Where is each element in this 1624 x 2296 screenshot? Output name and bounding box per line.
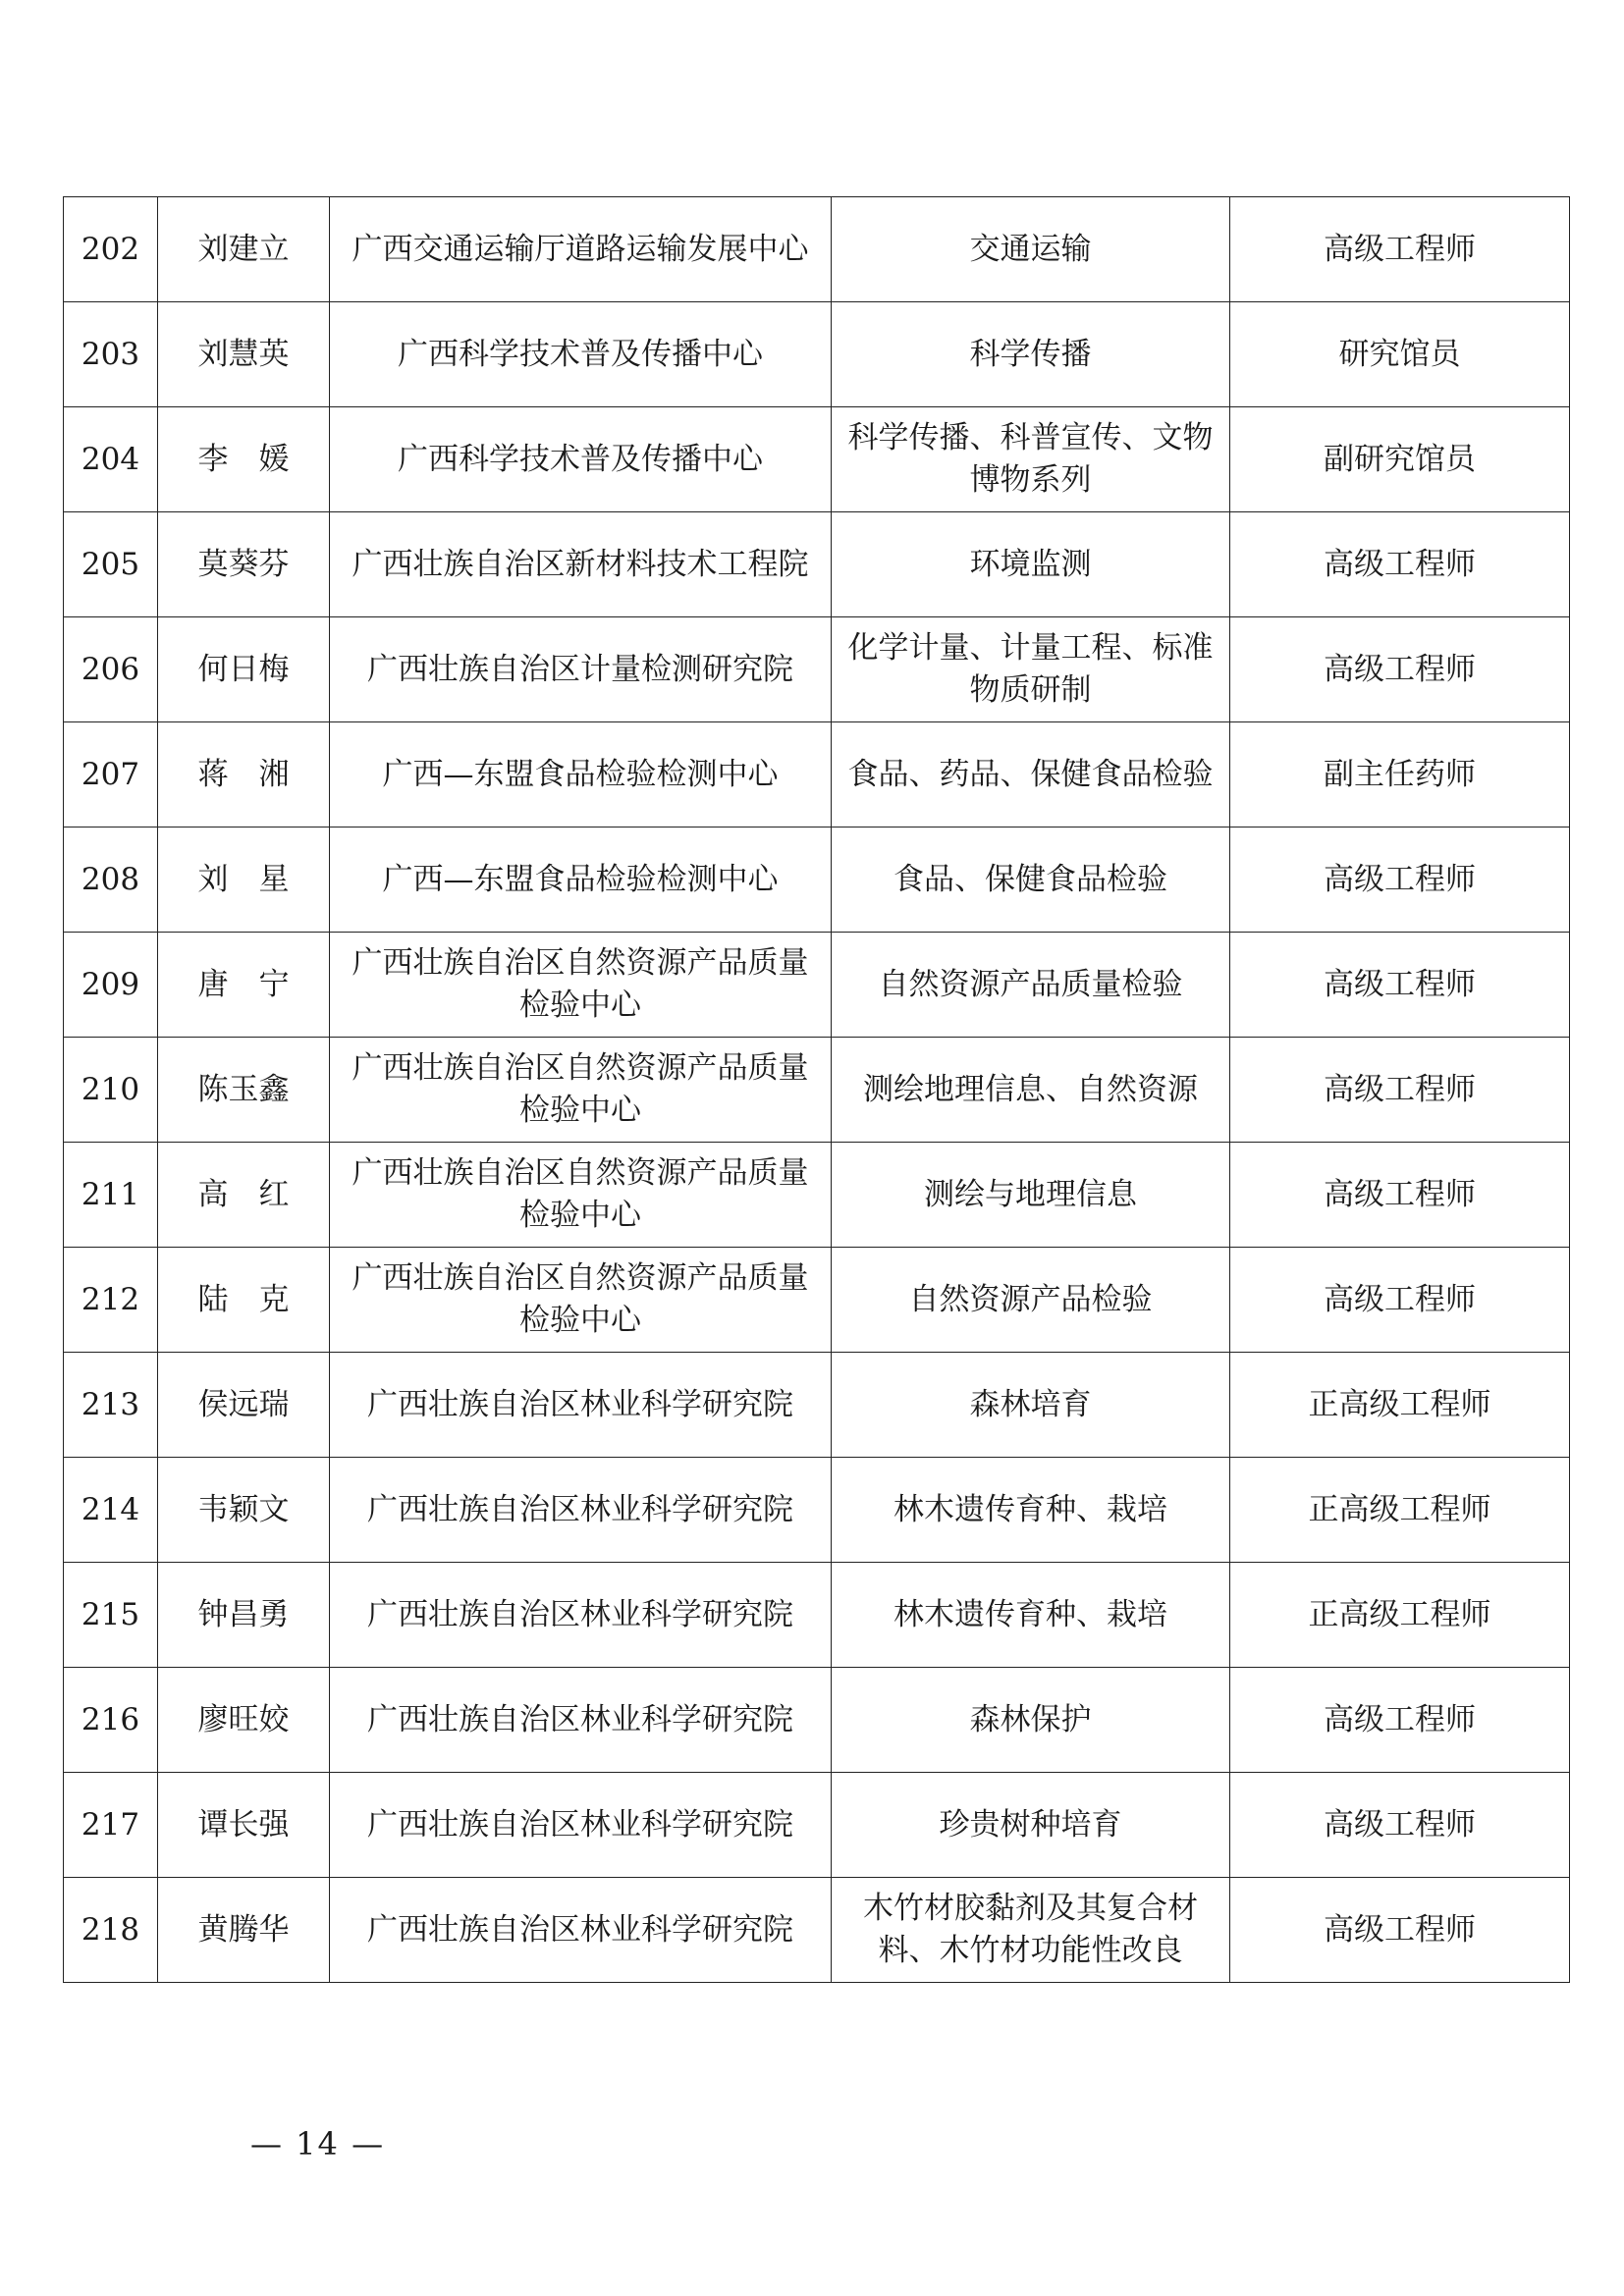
title-cell: 高级工程师 — [1230, 1038, 1570, 1143]
name-cell — [158, 407, 330, 512]
title-cell: 研究馆员 — [1230, 302, 1570, 407]
serial-number-cell: 204 — [64, 407, 158, 512]
field-cell: 森林保护 — [832, 1668, 1230, 1773]
person-name: 刘 星 — [197, 861, 290, 897]
person-name: 韦颖文 — [197, 1491, 290, 1527]
field-cell: 林木遗传育种、栽培 — [832, 1458, 1230, 1563]
title-cell: 副主任药师 — [1230, 722, 1570, 828]
name-cell — [158, 1878, 330, 1983]
roster-table — [63, 196, 1570, 1983]
name-cell — [158, 302, 330, 407]
title-cell: 高级工程师 — [1230, 512, 1570, 617]
table-row — [64, 197, 1570, 302]
title-cell: 高级工程师 — [1230, 933, 1570, 1038]
title-cell: 高级工程师 — [1230, 1668, 1570, 1773]
field-cell: 交通运输 — [832, 197, 1230, 302]
title-cell: 正高级工程师 — [1230, 1458, 1570, 1563]
field-cell: 珍贵树种培育 — [832, 1773, 1230, 1878]
title-cell: 正高级工程师 — [1230, 1353, 1570, 1458]
serial-number-cell: 208 — [64, 828, 158, 933]
serial-number-cell: 205 — [64, 512, 158, 617]
title-cell: 高级工程师 — [1230, 1248, 1570, 1353]
serial-number-cell: 209 — [64, 933, 158, 1038]
unit-cell: 广西科学技术普及传播中心 — [330, 407, 832, 512]
person-name: 李 媛 — [197, 441, 290, 477]
name-cell — [158, 617, 330, 722]
unit-cell: 广西壮族自治区自然资源产品质量检验中心 — [330, 1143, 832, 1248]
unit-cell: 广西—东盟食品检验检测中心 — [330, 828, 832, 933]
name-cell — [158, 1668, 330, 1773]
name-cell — [158, 1458, 330, 1563]
title-cell: 副研究馆员 — [1230, 407, 1570, 512]
unit-cell: 广西壮族自治区林业科学研究院 — [330, 1563, 832, 1668]
name-cell — [158, 1353, 330, 1458]
unit-cell: 广西交通运输厅道路运输发展中心 — [330, 197, 832, 302]
person-name: 黄腾华 — [197, 1911, 290, 1948]
table-row — [64, 828, 1570, 933]
table-row — [64, 1563, 1570, 1668]
roster-table-body — [64, 197, 1570, 1983]
field-cell: 林木遗传育种、栽培 — [832, 1563, 1230, 1668]
name-cell — [158, 1563, 330, 1668]
table-row — [64, 1248, 1570, 1353]
person-name: 陆 克 — [197, 1281, 290, 1317]
unit-cell: 广西壮族自治区林业科学研究院 — [330, 1668, 832, 1773]
name-cell — [158, 722, 330, 828]
title-cell: 高级工程师 — [1230, 1143, 1570, 1248]
unit-cell: 广西壮族自治区自然资源产品质量检验中心 — [330, 1038, 832, 1143]
unit-cell: 广西壮族自治区计量检测研究院 — [330, 617, 832, 722]
serial-number-cell: 203 — [64, 302, 158, 407]
unit-cell: 广西壮族自治区林业科学研究院 — [330, 1353, 832, 1458]
name-cell — [158, 1248, 330, 1353]
unit-cell: 广西壮族自治区自然资源产品质量检验中心 — [330, 933, 832, 1038]
field-cell: 食品、药品、保健食品检验 — [832, 722, 1230, 828]
person-name: 刘慧英 — [197, 336, 290, 372]
serial-number-cell: 202 — [64, 197, 158, 302]
table-row — [64, 1143, 1570, 1248]
title-cell: 高级工程师 — [1230, 617, 1570, 722]
field-cell: 木竹材胶黏剂及其复合材料、木竹材功能性改良 — [832, 1878, 1230, 1983]
person-name: 谭长强 — [197, 1806, 290, 1842]
table-row — [64, 302, 1570, 407]
person-name: 钟昌勇 — [197, 1596, 290, 1632]
field-cell: 环境监测 — [832, 512, 1230, 617]
field-cell: 科学传播 — [832, 302, 1230, 407]
name-cell — [158, 828, 330, 933]
table-row — [64, 1353, 1570, 1458]
serial-number-cell: 207 — [64, 722, 158, 828]
name-cell — [158, 1773, 330, 1878]
name-cell — [158, 1038, 330, 1143]
unit-cell: 广西壮族自治区林业科学研究院 — [330, 1878, 832, 1983]
serial-number-cell: 213 — [64, 1353, 158, 1458]
person-name: 侯远瑞 — [197, 1386, 290, 1422]
field-cell: 化学计量、计量工程、标准物质研制 — [832, 617, 1230, 722]
field-cell: 食品、保健食品检验 — [832, 828, 1230, 933]
name-cell — [158, 1143, 330, 1248]
title-cell: 高级工程师 — [1230, 1878, 1570, 1983]
field-cell: 森林培育 — [832, 1353, 1230, 1458]
serial-number-cell: 211 — [64, 1143, 158, 1248]
serial-number-cell: 212 — [64, 1248, 158, 1353]
unit-cell: 广西壮族自治区林业科学研究院 — [330, 1458, 832, 1563]
unit-cell: 广西壮族自治区林业科学研究院 — [330, 1773, 832, 1878]
field-cell: 测绘地理信息、自然资源 — [832, 1038, 1230, 1143]
table-row — [64, 1458, 1570, 1563]
field-cell: 科学传播、科普宣传、文物博物系列 — [832, 407, 1230, 512]
field-cell: 自然资源产品质量检验 — [832, 933, 1230, 1038]
serial-number-cell: 217 — [64, 1773, 158, 1878]
serial-number-cell: 215 — [64, 1563, 158, 1668]
table-row — [64, 722, 1570, 828]
person-name: 高 红 — [197, 1176, 290, 1212]
table-row — [64, 407, 1570, 512]
person-name: 廖旺姣 — [197, 1701, 290, 1737]
table-row — [64, 1038, 1570, 1143]
serial-number-cell: 206 — [64, 617, 158, 722]
table-row — [64, 1773, 1570, 1878]
table-row — [64, 512, 1570, 617]
table-row — [64, 933, 1570, 1038]
title-cell: 高级工程师 — [1230, 197, 1570, 302]
table-row — [64, 1668, 1570, 1773]
person-name: 陈玉鑫 — [197, 1071, 290, 1107]
serial-number-cell: 214 — [64, 1458, 158, 1563]
unit-cell: 广西—东盟食品检验检测中心 — [330, 722, 832, 828]
field-cell: 测绘与地理信息 — [832, 1143, 1230, 1248]
serial-number-cell: 218 — [64, 1878, 158, 1983]
unit-cell: 广西壮族自治区自然资源产品质量检验中心 — [330, 1248, 832, 1353]
person-name: 蒋 湘 — [197, 756, 290, 792]
unit-cell: 广西科学技术普及传播中心 — [330, 302, 832, 407]
person-name: 刘建立 — [197, 231, 290, 267]
person-name: 何日梅 — [197, 651, 290, 687]
title-cell: 高级工程师 — [1230, 1773, 1570, 1878]
field-cell: 自然资源产品检验 — [832, 1248, 1230, 1353]
title-cell: 高级工程师 — [1230, 828, 1570, 933]
name-cell — [158, 197, 330, 302]
serial-number-cell: 216 — [64, 1668, 158, 1773]
table-row — [64, 1878, 1570, 1983]
table-row — [64, 617, 1570, 722]
name-cell — [158, 933, 330, 1038]
person-name: 莫葵芬 — [197, 546, 290, 582]
serial-number-cell: 210 — [64, 1038, 158, 1143]
page-number: — 14 — — [250, 2125, 386, 2163]
person-name: 唐 宁 — [197, 966, 290, 1002]
title-cell: 正高级工程师 — [1230, 1563, 1570, 1668]
unit-cell: 广西壮族自治区新材料技术工程院 — [330, 512, 832, 617]
name-cell — [158, 512, 330, 617]
